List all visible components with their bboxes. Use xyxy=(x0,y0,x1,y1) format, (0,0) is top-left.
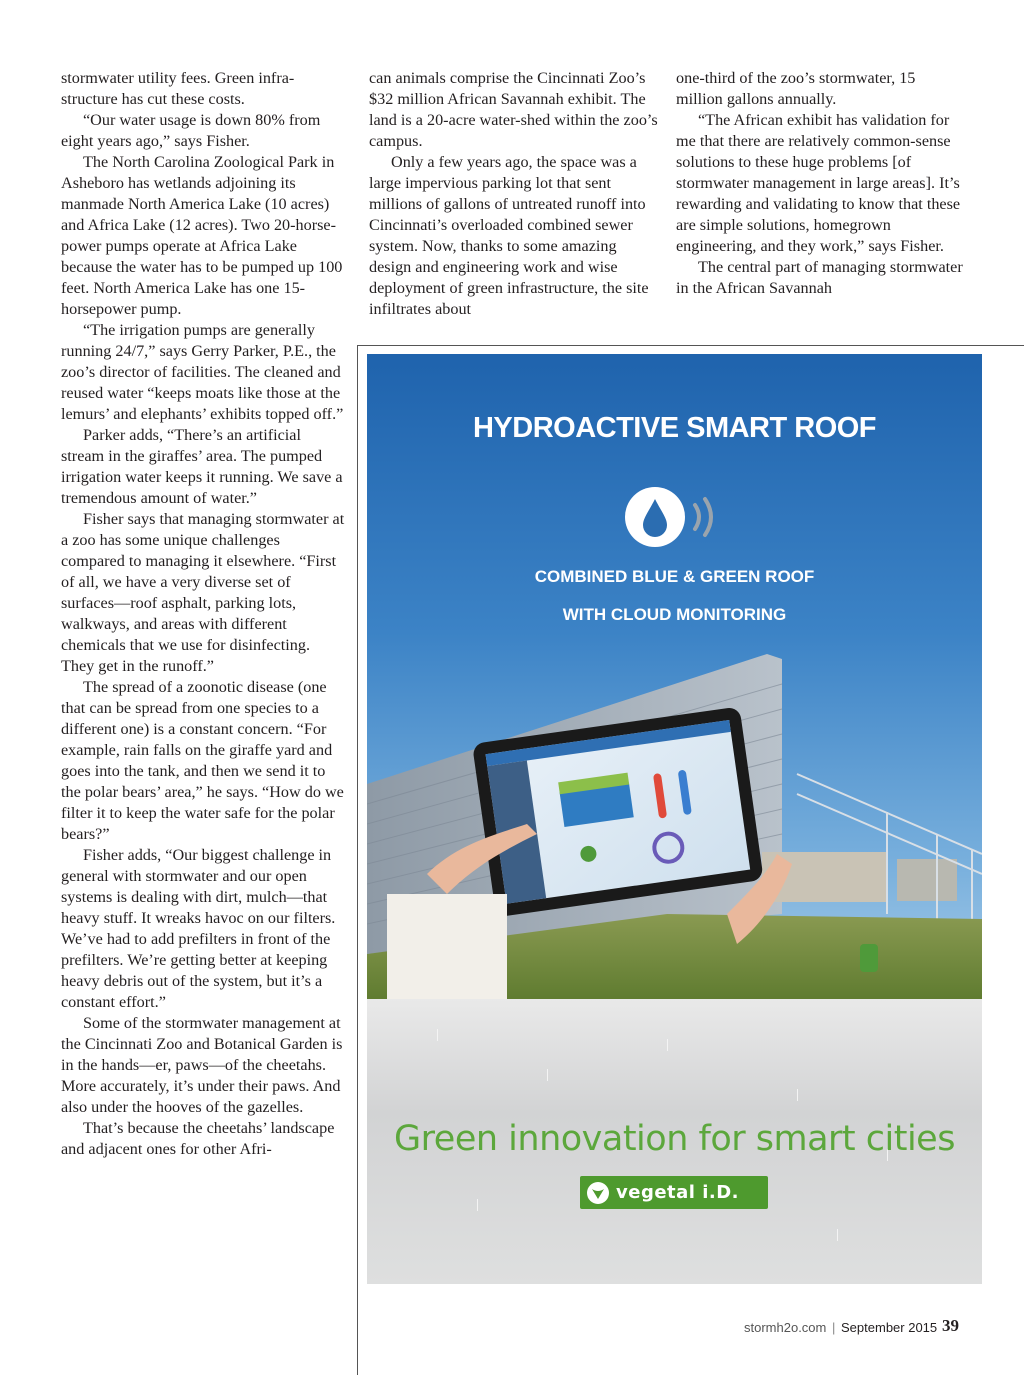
paragraph: “The African exhibit has validation for me that there are relatively common-sense solutions to these huge problems [of stormwater management in large areas]. It’s rewarding and validating to know that these are simple solutions, homegrown engineering, and they work,” says Fisher. xyxy=(676,111,961,255)
paragraph: Fisher says that managing stormwater at a zoo has some unique challenges compared to managing it elsewhere. “First of all, we have a very diverse set of surfaces—roof asphalt, parking lots, walkways, and areas with different chemicals that we use for disinfecting. They get in the runoff.” xyxy=(61,510,345,675)
paragraph: can animals comprise the Cincinnati Zoo’s $32 million African Savannah exhibit. The land is a 20-acre water-shed within the zoo’s campus. xyxy=(369,69,658,150)
paragraph: “Our water usage is down 80% from eight years ago,” says Fisher. xyxy=(61,111,321,150)
rooftop-tablet-illustration xyxy=(367,354,982,1004)
article-column-3 xyxy=(676,68,966,299)
paragraph: Fisher adds, “Our biggest challenge in general with stormwater and our open systems is dealing with dirt, mulch—that heavy stuff. It wreaks havoc on our filters. We’ve had to add prefilters in front of the prefilters. We’re getting better at keeping heavy debris out of the system, but it’s a constant effort.” xyxy=(61,846,336,1011)
paragraph: The central part of managing stormwater in the African Savannah xyxy=(676,258,963,297)
paragraph: Some of the stormwater management at the Cincinnati Zoo and Botanical Garden is in the hands—er, paws—of the cheetahs. More accurately, it’s under their paws. And also under the hooves of the gazelles. xyxy=(61,1014,343,1116)
paragraph: That’s because the cheetahs’ landscape and adjacent ones for other Afri- xyxy=(61,1119,335,1158)
paragraph: Only a few years ago, the space was a large impervious parking lot that sent millions of gallons of untreated runoff into Cincinnati’s overloaded combined sewer system. Now, thanks to some amazing design and engineering work and wise deployment of green infrastructure, the site infiltrates about xyxy=(369,153,649,318)
paragraph: Parker adds, “There’s an artificial stream in the giraffes’ area. The pumped irrigation water keeps it running. We save a tremendous amount of water.” xyxy=(61,426,343,507)
ad-tagline: Green innovation for smart cities xyxy=(394,1119,955,1159)
rain-drop xyxy=(837,1229,838,1241)
sensor-device xyxy=(860,944,878,972)
paragraph: The spread of a zoonotic disease (one that can be spread from one species to a different one) is a constant concern. “For example, rain falls on the giraffe yard and goes into the tank, and then we send it to the polar bears’ area,” he says. “How do we filter it to keep the water safe for the polar bears?” xyxy=(61,678,344,843)
rain-drop xyxy=(797,1089,798,1101)
rain-drop xyxy=(437,1029,438,1041)
leaf-icon xyxy=(586,1181,610,1205)
footer-separator: | xyxy=(832,1320,836,1335)
page-footer xyxy=(744,1320,937,1335)
rain-drop xyxy=(547,1069,548,1081)
paragraph: stormwater utility fees. Green infra-structure has cut these costs. xyxy=(61,69,295,108)
sleeve xyxy=(387,894,507,1004)
advertisement[interactable] xyxy=(367,354,982,1284)
vegetal-id-logo[interactable] xyxy=(580,1176,768,1209)
ad-subtitle: WITH CLOUD MONITORING xyxy=(562,605,787,624)
water-drop-logo-icon xyxy=(625,487,725,551)
distant-building xyxy=(897,859,957,901)
brand-name: vegetal i.D. xyxy=(616,1182,740,1203)
rain-drop xyxy=(477,1199,478,1211)
ad-border-vertical xyxy=(357,345,358,1375)
ad-border-horizontal xyxy=(357,345,1024,346)
footer-site: stormh2o.com xyxy=(744,1320,827,1335)
paragraph: one-third of the zoo’s stormwater, 15 million gallons annually. xyxy=(676,69,916,108)
ad-title: HYDROACTIVE SMART ROOF xyxy=(472,412,877,444)
article-column-2 xyxy=(369,68,659,320)
ad-rain-panel xyxy=(367,999,982,1284)
page-number: 39 xyxy=(942,1316,959,1335)
footer-date: September 2015 xyxy=(841,1320,938,1335)
paragraph: “The irrigation pumps are generally running 24/7,” says Gerry Parker, P.E., the zoo’s director of facilities. The cleaned and reused water “keeps moats like those at the lemurs’ and elephants’ exhibits topped off.” xyxy=(61,321,344,423)
article-column-1 xyxy=(61,68,346,1160)
paragraph: The North Carolina Zoological Park in Asheboro has wetlands adjoining its manmade North America Lake (10 acres) and Africa Lake (12 acres). Two 20-horse-power pumps operate at Africa Lake because the water has to be pumped up 100 feet. North America Lake has one 15-horsepower pump. xyxy=(61,153,343,318)
rain-drop xyxy=(667,1039,668,1051)
ad-subtitle: COMBINED BLUE & GREEN ROOF xyxy=(534,567,815,586)
